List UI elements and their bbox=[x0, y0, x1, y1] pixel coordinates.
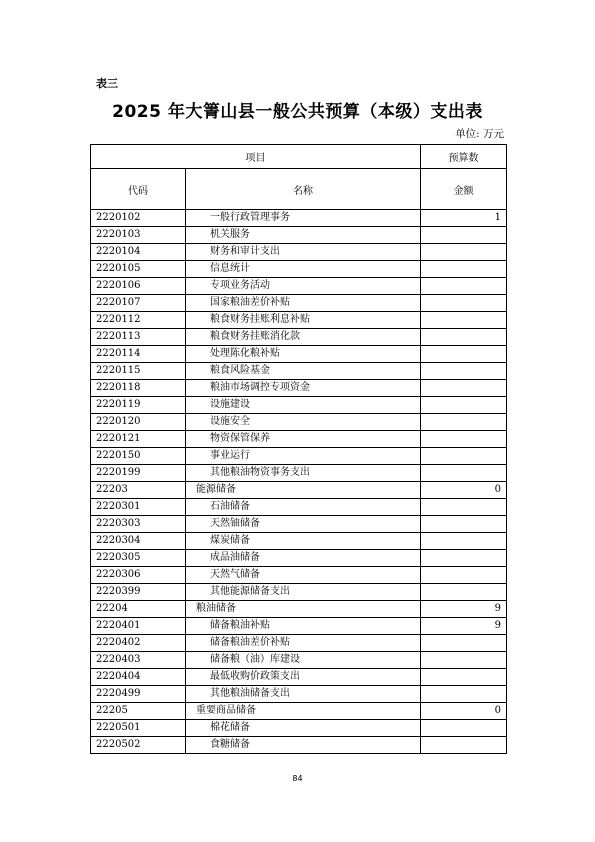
row-amount bbox=[421, 431, 507, 448]
row-name: 物资保管保养 bbox=[186, 431, 421, 448]
row-amount bbox=[421, 669, 507, 686]
row-code: 22204 bbox=[91, 601, 186, 618]
row-amount bbox=[421, 516, 507, 533]
row-code: 2220404 bbox=[91, 669, 186, 686]
row-amount: 0 bbox=[421, 482, 507, 499]
row-name: 粮油储备 bbox=[186, 601, 421, 618]
row-code: 2220499 bbox=[91, 686, 186, 703]
row-name: 重要商品储备 bbox=[186, 703, 421, 720]
row-name: 事业运行 bbox=[186, 448, 421, 465]
row-name: 粮食财务挂账利息补贴 bbox=[186, 312, 421, 329]
table-row bbox=[91, 397, 507, 414]
row-amount bbox=[421, 533, 507, 550]
header-item: 项目 bbox=[91, 145, 421, 169]
row-name: 粮油市场调控专项资金 bbox=[186, 380, 421, 397]
row-amount: 9 bbox=[421, 601, 507, 618]
row-code: 2220402 bbox=[91, 635, 186, 652]
row-name: 机关服务 bbox=[186, 227, 421, 244]
row-code: 2220115 bbox=[91, 363, 186, 380]
table-row bbox=[91, 550, 507, 567]
row-code: 2220106 bbox=[91, 278, 186, 295]
row-amount bbox=[421, 567, 507, 584]
row-name: 一般行政管理事务 bbox=[186, 210, 421, 227]
row-amount bbox=[421, 737, 507, 754]
table-row bbox=[91, 516, 507, 533]
row-code: 2220105 bbox=[91, 261, 186, 278]
row-amount bbox=[421, 584, 507, 601]
row-name: 食糖储备 bbox=[186, 737, 421, 754]
row-amount bbox=[421, 346, 507, 363]
row-name: 天然气储备 bbox=[186, 567, 421, 584]
header-name: 名称 bbox=[186, 169, 421, 210]
table-row bbox=[91, 533, 507, 550]
row-amount bbox=[421, 329, 507, 346]
table-row bbox=[91, 584, 507, 601]
table-row bbox=[91, 227, 507, 244]
table-row bbox=[91, 737, 507, 754]
row-name: 其他粮油储备支出 bbox=[186, 686, 421, 703]
table-row bbox=[91, 601, 507, 618]
row-amount bbox=[421, 720, 507, 737]
row-code: 2220120 bbox=[91, 414, 186, 431]
table-row bbox=[91, 312, 507, 329]
row-name: 储备粮油差价补贴 bbox=[186, 635, 421, 652]
unit-label: 单位: 万元 bbox=[455, 128, 504, 140]
budget-table bbox=[90, 144, 507, 754]
row-code: 2220502 bbox=[91, 737, 186, 754]
row-code: 2220401 bbox=[91, 618, 186, 635]
table-row bbox=[91, 482, 507, 499]
row-name: 储备粮（油）库建设 bbox=[186, 652, 421, 669]
row-amount bbox=[421, 397, 507, 414]
row-amount bbox=[421, 550, 507, 567]
row-name: 其他粮油物资事务支出 bbox=[186, 465, 421, 482]
table-row bbox=[91, 380, 507, 397]
row-amount bbox=[421, 244, 507, 261]
row-amount bbox=[421, 261, 507, 278]
header-amount: 金额 bbox=[421, 169, 507, 210]
table-row bbox=[91, 686, 507, 703]
table-row bbox=[91, 414, 507, 431]
row-amount: 9 bbox=[421, 618, 507, 635]
row-amount bbox=[421, 652, 507, 669]
row-code: 2220118 bbox=[91, 380, 186, 397]
row-code: 2220112 bbox=[91, 312, 186, 329]
row-name: 能源储备 bbox=[186, 482, 421, 499]
row-amount: 1 bbox=[421, 210, 507, 227]
table-row bbox=[91, 669, 507, 686]
row-code: 2220114 bbox=[91, 346, 186, 363]
row-amount bbox=[421, 278, 507, 295]
row-name: 煤炭储备 bbox=[186, 533, 421, 550]
table-row bbox=[91, 703, 507, 720]
row-code: 2220107 bbox=[91, 295, 186, 312]
row-name: 专项业务活动 bbox=[186, 278, 421, 295]
row-code: 2220103 bbox=[91, 227, 186, 244]
row-amount bbox=[421, 414, 507, 431]
table-row bbox=[91, 567, 507, 584]
row-amount bbox=[421, 465, 507, 482]
row-name: 棉花储备 bbox=[186, 720, 421, 737]
table-row bbox=[91, 210, 507, 227]
row-name: 信息统计 bbox=[186, 261, 421, 278]
table-row bbox=[91, 363, 507, 380]
table-row bbox=[91, 244, 507, 261]
page-number: 84 bbox=[292, 774, 303, 783]
row-amount bbox=[421, 380, 507, 397]
table-row bbox=[91, 329, 507, 346]
table-row bbox=[91, 295, 507, 312]
row-code: 2220102 bbox=[91, 210, 186, 227]
row-name: 石油储备 bbox=[186, 499, 421, 516]
row-amount bbox=[421, 448, 507, 465]
table-row bbox=[91, 618, 507, 635]
row-code: 2220403 bbox=[91, 652, 186, 669]
row-code: 2220199 bbox=[91, 465, 186, 482]
row-code: 22205 bbox=[91, 703, 186, 720]
row-code: 2220303 bbox=[91, 516, 186, 533]
row-amount: 0 bbox=[421, 703, 507, 720]
row-amount bbox=[421, 499, 507, 516]
row-name: 粮食财务挂账消化款 bbox=[186, 329, 421, 346]
row-name: 最低收购价政策支出 bbox=[186, 669, 421, 686]
row-name: 财务和审计支出 bbox=[186, 244, 421, 261]
row-amount bbox=[421, 635, 507, 652]
row-amount bbox=[421, 227, 507, 244]
row-name: 设施安全 bbox=[186, 414, 421, 431]
header-row-bottom bbox=[91, 169, 507, 210]
row-code: 2220150 bbox=[91, 448, 186, 465]
row-name: 粮食风险基金 bbox=[186, 363, 421, 380]
row-name: 其他能源储备支出 bbox=[186, 584, 421, 601]
row-code: 2220121 bbox=[91, 431, 186, 448]
header-budget: 预算数 bbox=[421, 145, 507, 169]
row-code: 2220305 bbox=[91, 550, 186, 567]
table-row bbox=[91, 465, 507, 482]
row-amount bbox=[421, 295, 507, 312]
row-amount bbox=[421, 363, 507, 380]
table-row bbox=[91, 261, 507, 278]
header-row-top bbox=[91, 145, 507, 169]
row-name: 国家粮油差价补贴 bbox=[186, 295, 421, 312]
row-code: 2220113 bbox=[91, 329, 186, 346]
row-name: 成品油储备 bbox=[186, 550, 421, 567]
table-row bbox=[91, 635, 507, 652]
row-code: 2220119 bbox=[91, 397, 186, 414]
row-name: 天然铀储备 bbox=[186, 516, 421, 533]
row-amount bbox=[421, 686, 507, 703]
table-body bbox=[91, 210, 507, 754]
table-row bbox=[91, 499, 507, 516]
row-amount bbox=[421, 312, 507, 329]
row-code: 2220301 bbox=[91, 499, 186, 516]
row-name: 设施建设 bbox=[186, 397, 421, 414]
row-name: 储备粮油补贴 bbox=[186, 618, 421, 635]
table-row bbox=[91, 448, 507, 465]
table-row bbox=[91, 652, 507, 669]
header-code: 代码 bbox=[91, 169, 186, 210]
row-code: 2220399 bbox=[91, 584, 186, 601]
page-title: 2025 年大箐山县一般公共预算（本级）支出表 bbox=[112, 102, 483, 122]
table-row bbox=[91, 431, 507, 448]
row-code: 2220306 bbox=[91, 567, 186, 584]
row-name: 处理陈化粮补贴 bbox=[186, 346, 421, 363]
table-row bbox=[91, 278, 507, 295]
row-code: 22203 bbox=[91, 482, 186, 499]
row-code: 2220304 bbox=[91, 533, 186, 550]
table-row bbox=[91, 720, 507, 737]
row-code: 2220104 bbox=[91, 244, 186, 261]
row-code: 2220501 bbox=[91, 720, 186, 737]
table-label: 表三 bbox=[96, 77, 118, 90]
table-row bbox=[91, 346, 507, 363]
